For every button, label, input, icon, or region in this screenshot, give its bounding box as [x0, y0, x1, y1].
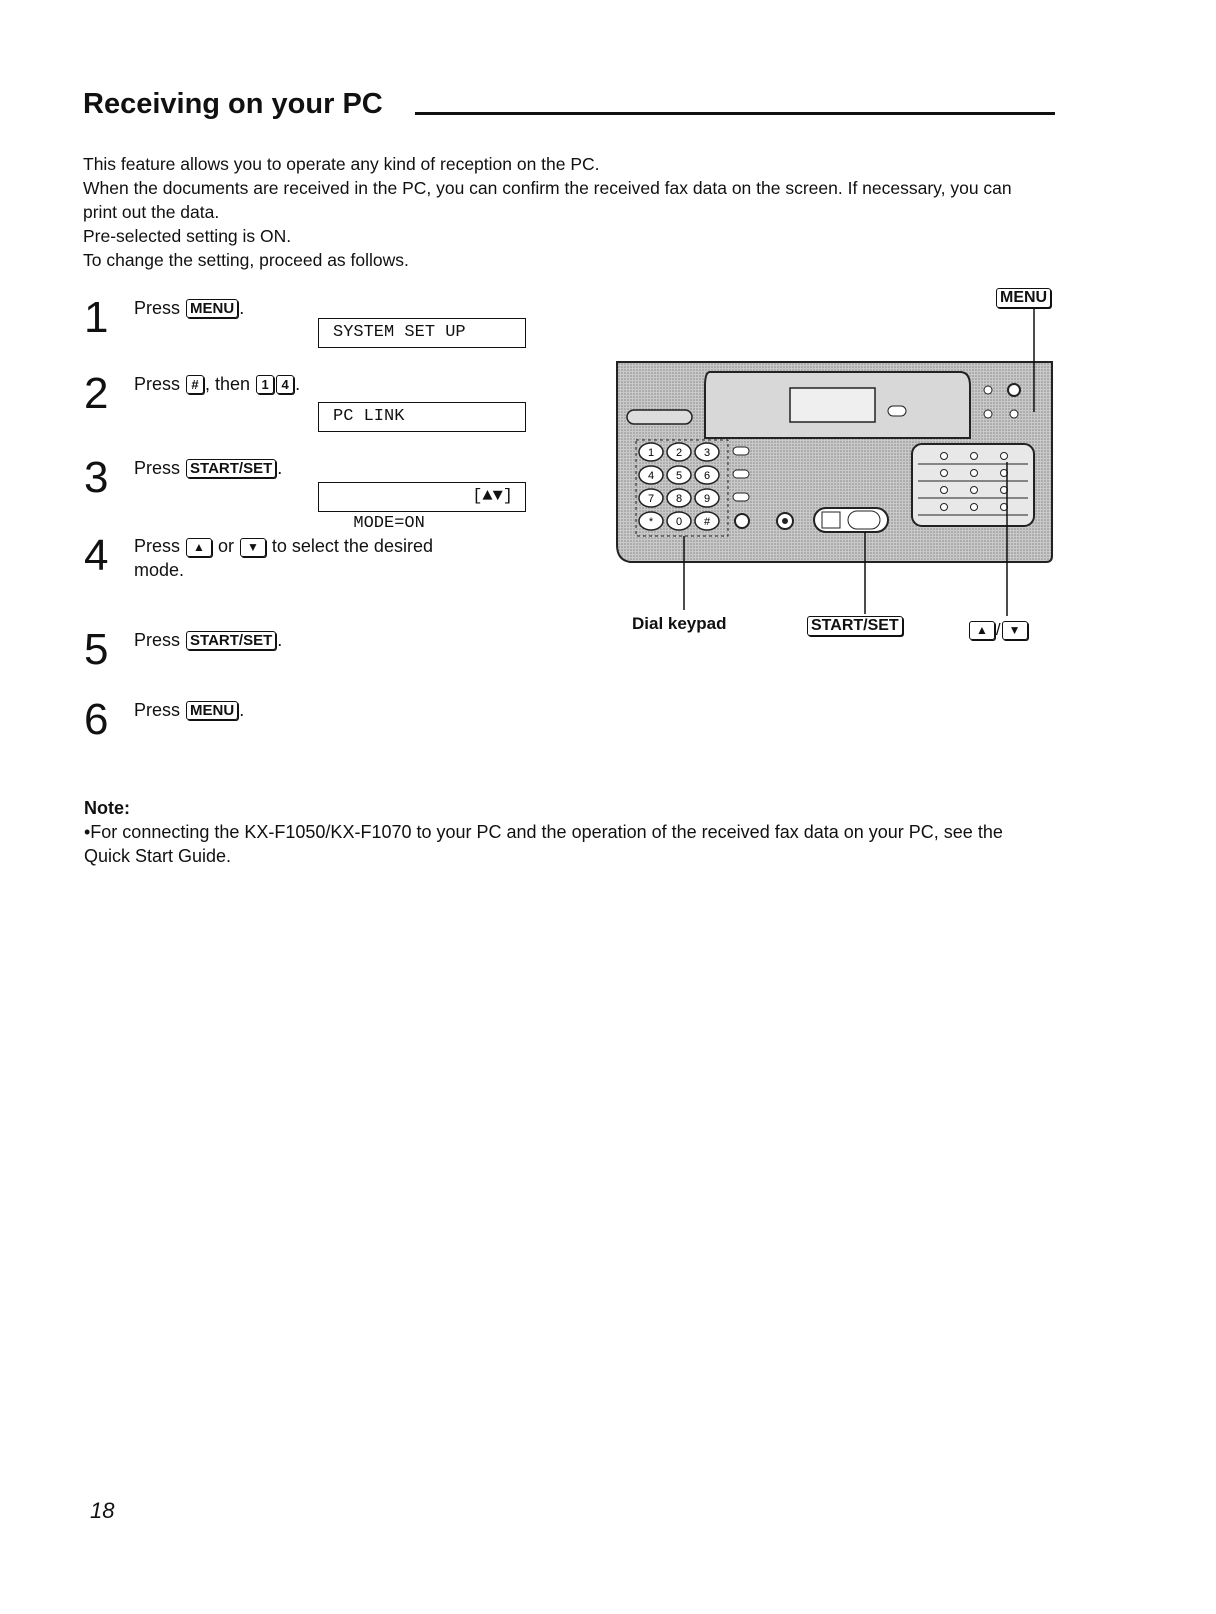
keypad-key-label: 2: [675, 447, 683, 459]
one-touch-button: [1001, 453, 1008, 460]
step-pre: Press: [134, 536, 181, 556]
one-touch-button: [971, 470, 978, 477]
one-touch-button: [941, 504, 948, 511]
keypad-key-label: 1: [647, 447, 655, 459]
note-title: Note:: [84, 798, 130, 818]
fax-machine-illustration: [0, 0, 1216, 700]
arrow-keys-callout: [968, 620, 1029, 640]
indicator-icon: [984, 410, 992, 418]
intro-line: This feature allows you to operate any kind of reception on the PC.: [83, 154, 600, 174]
step-pre: Press: [134, 700, 181, 720]
lcd-display-pc-link: PC LINK: [318, 402, 526, 432]
lcd-display-system-set-up: SYSTEM SET UP: [318, 318, 526, 348]
step-number: 2: [84, 369, 109, 418]
function-button: [733, 493, 749, 501]
menu-key: MENU: [186, 701, 238, 720]
intro-line: Pre-selected setting is ON.: [83, 226, 292, 246]
step-number: 3: [84, 453, 109, 502]
step-post: .: [295, 374, 301, 394]
one-touch-button: [971, 487, 978, 494]
function-button: [733, 470, 749, 478]
start-set-callout-key: START/SET: [807, 616, 903, 636]
step-pre: Press: [134, 374, 181, 394]
keypad-key-label: 0: [675, 516, 683, 528]
menu-button-icon: [1008, 384, 1020, 396]
step-post: .: [239, 298, 245, 318]
step-pre: Press: [134, 298, 181, 318]
start-set-key: START/SET: [186, 631, 276, 650]
hash-key: #: [186, 375, 204, 394]
digit-1-key: 1: [256, 375, 274, 394]
one-touch-button: [941, 470, 948, 477]
start-set-key: START/SET: [186, 459, 276, 478]
note-body: •For connecting the KX-F1050/KX-F1070 to your PC and the operation of the received fax data on your PC, see the Quick Start Guide.: [84, 822, 1003, 866]
up-key: ▲: [186, 538, 212, 557]
slash: /: [995, 620, 1001, 639]
step-pre: Press: [134, 458, 181, 478]
down-key: ▼: [240, 538, 266, 557]
page-number: 18: [90, 1498, 115, 1523]
lcd-window: [790, 388, 875, 422]
up-key: ▲: [969, 621, 995, 640]
keypad-key-label: *: [648, 516, 654, 528]
small-button: [888, 406, 906, 416]
one-touch-button: [971, 453, 978, 460]
one-touch-button: [941, 453, 948, 460]
keypad-key-label: #: [703, 516, 711, 528]
lcd-mode-text: MODE=ON: [353, 514, 425, 533]
indicator-icon: [984, 386, 992, 394]
keypad-key-label: 5: [675, 470, 683, 482]
keypad-key-label: 4: [647, 470, 655, 482]
step-post: to select the desired: [271, 536, 433, 556]
step-post: .: [277, 458, 283, 478]
step-number: 4: [84, 531, 109, 580]
left-handle: [627, 410, 692, 424]
function-button: [733, 447, 749, 455]
menu-key: MENU: [186, 299, 238, 318]
keypad-key-label: 9: [703, 493, 711, 505]
start-set-button: [848, 511, 880, 529]
digit-4-key: 4: [276, 375, 294, 394]
dial-keypad-label: Dial keypad: [632, 614, 727, 633]
one-touch-button: [971, 504, 978, 511]
down-key: ▼: [1002, 621, 1028, 640]
indicator-icon: [1010, 410, 1018, 418]
step-number: 6: [84, 695, 109, 744]
step-post: .: [277, 630, 283, 650]
menu-callout-key: MENU: [996, 288, 1051, 308]
step-number: 5: [84, 625, 109, 674]
intro-line: To change the setting, proceed as follows.: [83, 250, 409, 270]
page-title: Receiving on your PC: [83, 88, 383, 120]
step-text: [134, 698, 244, 722]
lcd-mode-arrows: [▲▼]: [472, 487, 513, 506]
step-mid: , then: [205, 374, 251, 394]
intro-line: When the documents are received in the PC, you can confirm the received fax data on the screen. If necessary, you can print out the data.: [83, 178, 1012, 222]
keypad-key-label: 7: [647, 493, 655, 505]
step-number: 1: [84, 293, 109, 342]
keypad-key-label: 3: [703, 447, 711, 459]
copy-button: [822, 512, 840, 528]
step-line2: mode.: [134, 560, 185, 580]
step-post: .: [239, 700, 245, 720]
round-button-icon: [735, 514, 749, 528]
keypad-key-label: 8: [675, 493, 683, 505]
one-touch-button: [941, 487, 948, 494]
keypad-key-label: 6: [703, 470, 711, 482]
step-pre: Press: [134, 630, 181, 650]
step-mid: or: [217, 536, 234, 556]
